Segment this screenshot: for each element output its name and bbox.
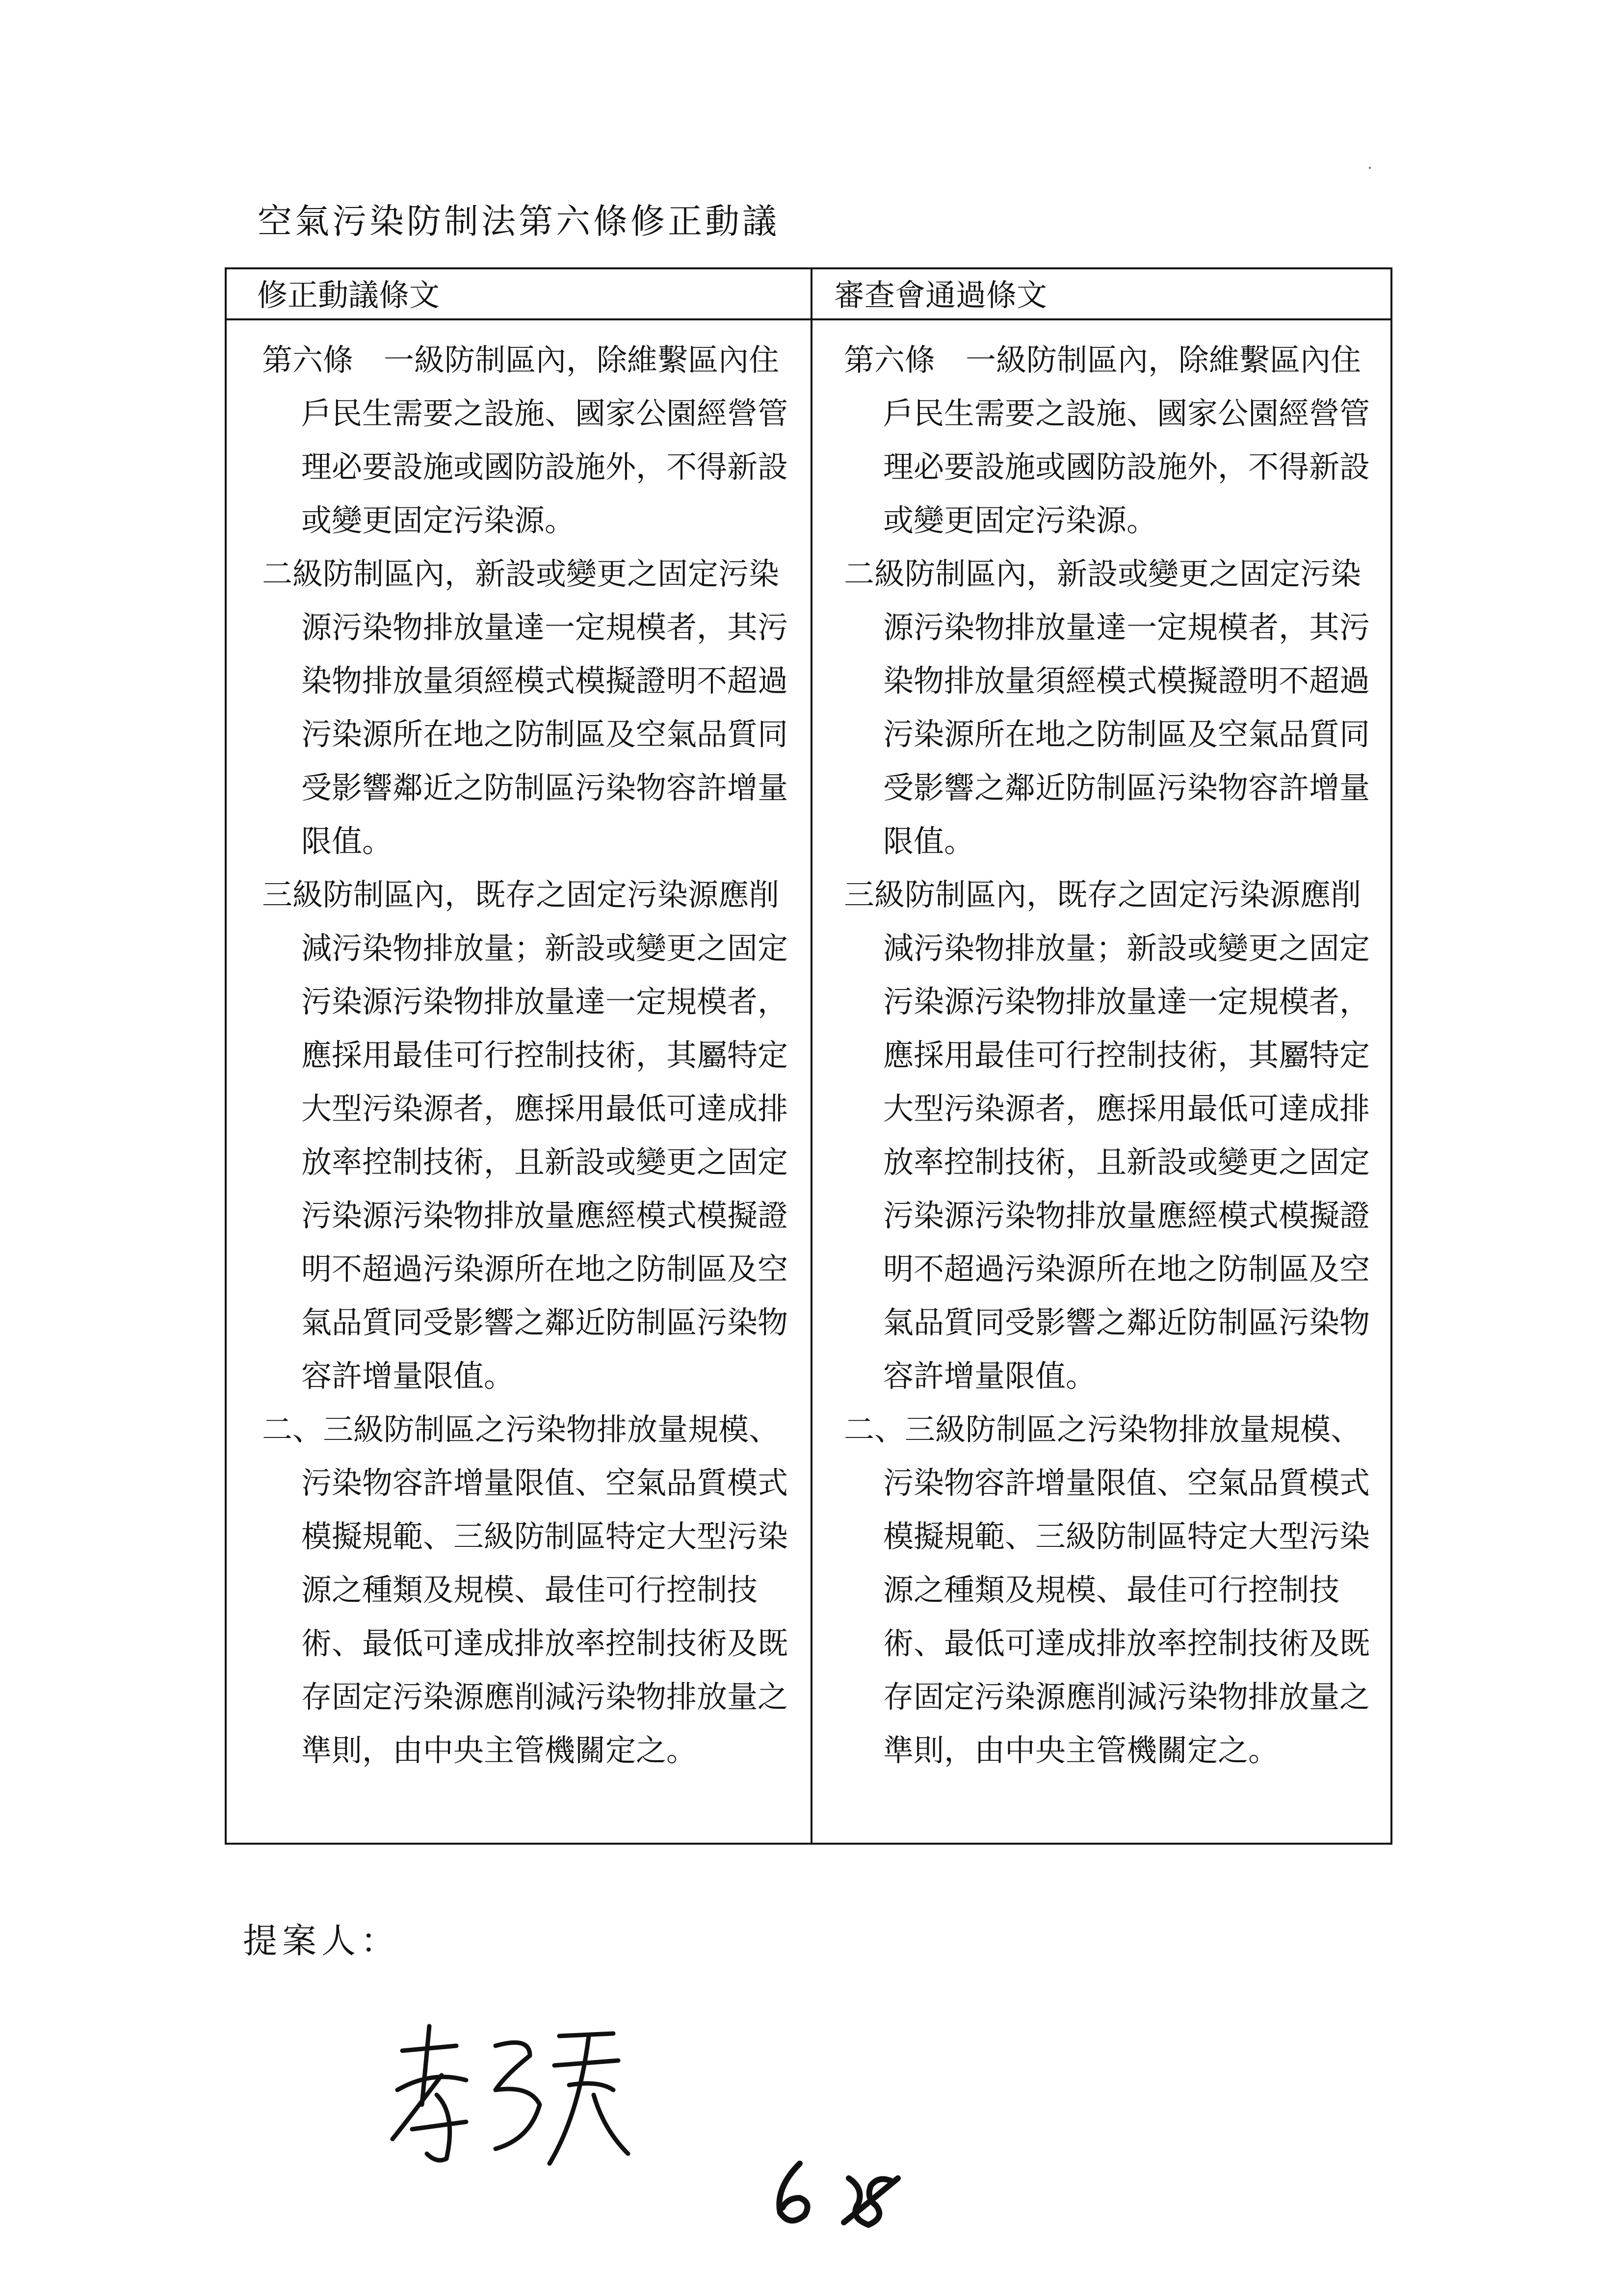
amendment-paragraph: 三級防制區內，既存之固定污染源應削減污染物排放量；新設或變更之固定污染源污染物排放量達一定規模者，應採用最佳可行控制技術，其屬特定大型污染源者，應採用最低可達成排放率控制技術，且新設或變更之固定污染源污染物排放量應經模式模擬證明不超過污染源所在地之防制區及空氣品質同受影響之鄰近防制區污染物容許增量限值。 [262,877,788,1394]
comparison-table [225,267,1392,1845]
handwritten-signature [383,2016,638,2183]
committee-paragraph: 三級防制區內，既存之固定污染源應削減污染物排放量；新設或變更之固定污染源污染物排放量達一定規模者，應採用最佳可行控制技術，其屬特定大型污染源者，應採用最低可達成排放率控制技術，且新設或變更之固定污染源污染物排放量應經模式模擬證明不超過污染源所在地之防制區及空氣品質同受影響之鄰近防制區污染物容許增量限值。 [844,877,1370,1394]
amendment-paragraph: 第六條 一級防制區內，除維繫區內住戶民生需要之設施、國家公園經營管理必要設施或國防設施外，不得新設或變更固定污染源。 [262,342,788,538]
header-amendment-text: 修正動議條文 [257,277,440,313]
committee-paragraph: 二級防制區內，新設或變更之固定污染源污染物排放量達一定規模者，其污染物排放量須經模式模擬證明不超過污染源所在地之防制區及空氣品質同受影響之鄰近防制區污染物容許增量限值。 [844,556,1370,859]
committee-paragraph: 二、三級防制區之污染物排放量規模、污染物容許增量限值、空氣品質模式模擬規範、三級防制區特定大型污染源之種類及規模、最佳可行控制技術、最低可達成排放率控制技術及既存固定污染源應削減污染物排放量之準則，由中央主管機關定之。 [844,1411,1370,1768]
document-title: 空氣污染防制法第六條修正動議 [258,201,780,241]
amendment-paragraph: 二、三級防制區之污染物排放量規模、污染物容許增量限值、空氣品質模式模擬規範、三級防制區特定大型污染源之種類及規模、最佳可行控制技術、最低可達成排放率控制技術及既存固定污染源應削減污染物排放量之準則，由中央主管機關定之。 [262,1411,788,1768]
column-divider [811,269,812,1843]
header-committee-text: 審查會通過條文 [834,277,1048,313]
header-divider [227,318,1390,320]
proposer-label: 提案人： [243,1921,400,1961]
committee-paragraph: 第六條 一級防制區內，除維繫區內住戶民生需要之設施、國家公園經營管理必要設施或國防設施外，不得新設或變更固定污染源。 [844,342,1370,538]
amendment-column [262,333,792,1777]
committee-column [844,333,1374,1777]
amendment-paragraph: 二級防制區內，新設或變更之固定污染源污染物排放量達一定規模者，其污染物排放量須經模式模擬證明不超過污染源所在地之防制區及空氣品質同受影響鄰近之防制區污染物容許增量限值。 [262,556,788,859]
page-number [765,2159,913,2232]
scan-speck [1369,167,1371,169]
